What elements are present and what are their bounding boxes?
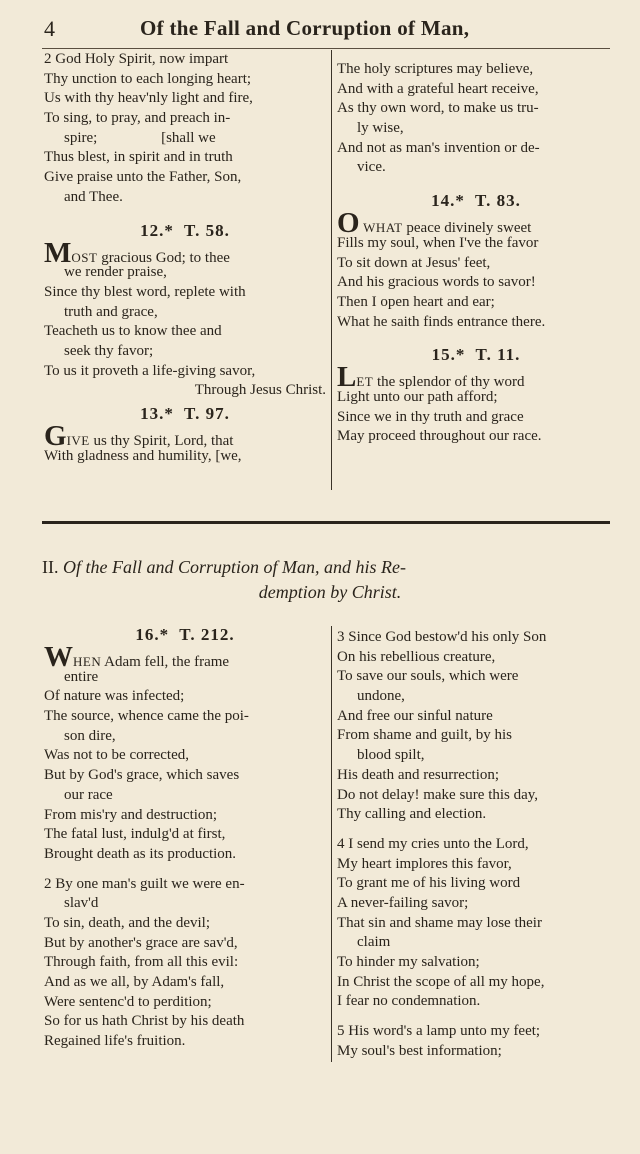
verse-line: And free our sinful nature: [337, 707, 493, 724]
left-bottom-column: [44, 622, 326, 1052]
header-rule: [42, 48, 610, 49]
first-line-text: peace divinely sweet: [402, 220, 532, 237]
verse-line: As thy own word, to make us tru-: [337, 100, 539, 117]
left-top-column: [44, 50, 326, 466]
verse-line: Through Jesus Christ.: [194, 382, 326, 399]
verse-line: vice.: [357, 159, 386, 176]
verse-line: Regained life's fruition.: [44, 1033, 186, 1050]
drop-capital: L: [337, 361, 357, 394]
drop-capital: G: [44, 420, 67, 452]
verse-line: To grant me of his living word: [337, 875, 521, 892]
hymn-first-line: [44, 236, 326, 269]
verse-line: we render praise,: [64, 264, 167, 281]
verse-line: Give praise unto the Father, Son,: [44, 169, 242, 186]
verse-line: truth and grace,: [64, 303, 158, 320]
first-line-text: the splendor of thy word: [373, 374, 525, 391]
verse-line: And as we all, by Adam's fall,: [44, 974, 225, 990]
verse-line: Thy unction to each longing heart;: [44, 70, 252, 87]
running-title: Of the Fall and Corruption of Man,: [140, 16, 470, 40]
verse-line: To sit down at Jesus' feet,: [337, 254, 491, 271]
verse-line: seek thy favor;: [64, 342, 154, 359]
verse-line: claim: [357, 934, 391, 951]
verse-line: and Thee.: [64, 188, 123, 205]
verse-line: May proceed throughout our race.: [337, 428, 542, 445]
verse-line: Do not delay! make sure this day,: [337, 786, 539, 803]
verse-line: entire: [64, 668, 99, 685]
page-number: 4: [44, 16, 55, 41]
verse-line: To sing, to pray, and preach in-: [44, 110, 231, 127]
verse-line: In Christ the scope of all my hope,: [337, 973, 545, 990]
verse-line: Were sentenc'd to perdition;: [44, 993, 212, 1010]
section-title-line: [42, 555, 618, 580]
verse-line: 4 I send my cries unto the Lord,: [337, 835, 529, 852]
verse-line: 2 By one man's guilt we were en-: [44, 875, 245, 892]
hymn-first-line: [44, 420, 326, 452]
verse-line: blood spilt,: [357, 747, 425, 764]
verse-line: But by God's grace, which saves: [44, 767, 240, 784]
verse-line: My heart implores this favor,: [337, 855, 512, 872]
small-caps: WHAT: [359, 220, 403, 236]
section-title-text: Of the Fall and Corruption of Man, and his Re-: [63, 557, 406, 577]
verse-line: spire; [shall we: [64, 129, 216, 146]
hymn-heading: 13.* T. 97.: [140, 404, 230, 423]
verse-line: Since we in thy truth and grace: [337, 408, 524, 425]
verse-line: To sin, death, and the devil;: [44, 914, 210, 931]
verse-line: Us with thy heav'nly light and fire,: [44, 90, 253, 107]
drop-capital: M: [44, 236, 72, 269]
verse-line: ly wise,: [357, 120, 404, 137]
small-caps: OST: [71, 249, 98, 265]
running-head: [40, 14, 620, 44]
verse-line: What he saith finds entrance there.: [337, 313, 546, 330]
small-caps: ET: [356, 374, 374, 390]
verse-line: On his rebellious creature,: [337, 648, 496, 665]
verse-line: Of nature was infected;: [44, 688, 185, 705]
section-number: II.: [42, 557, 59, 577]
verse-line: A never-failing savor;: [337, 894, 469, 911]
verse-line: I fear no condemnation.: [337, 993, 481, 1010]
section-rule: [42, 521, 610, 524]
verse-line: Thus blest, in spirit and in truth: [44, 149, 233, 166]
hymn-first-line: [44, 641, 326, 673]
hymn-heading: 16.* T. 212.: [135, 625, 235, 644]
verse-line: 3 Since God bestow'd his only Son: [337, 629, 547, 645]
hymn-heading: 12.* T. 58.: [140, 220, 230, 240]
verse-line: son dire,: [64, 727, 116, 744]
verse-line: Since thy blest word, replete with: [44, 283, 246, 300]
verse-line: And not as man's invention or de-: [337, 139, 540, 156]
column-divider: [331, 50, 332, 490]
section-title: [42, 555, 618, 605]
verse-line: That sin and shame may lose their: [337, 914, 542, 931]
first-line-text: us thy Spirit, Lord, that: [89, 433, 234, 449]
verse-line: So for us hath Christ by his death: [44, 1013, 245, 1030]
verse-line: To hinder my salvation;: [337, 954, 480, 970]
hymn-heading: 15.* T. 11.: [431, 345, 521, 365]
verse-line: His death and resurrection;: [337, 766, 500, 783]
verse-line: undone,: [357, 688, 405, 705]
first-line-text: Adam fell, the frame: [101, 654, 230, 670]
drop-capital: O: [337, 207, 360, 240]
verse-line: With gladness and humility, [we,: [44, 447, 242, 464]
verse-line: Light unto our path afford;: [337, 388, 498, 405]
drop-capital: W: [44, 641, 73, 673]
right-top-column: [337, 60, 615, 447]
hymn-first-line: [337, 207, 615, 240]
verse-line: Was not to be corrected,: [44, 747, 189, 764]
verse-line: The source, whence came the poi-: [44, 708, 249, 725]
verse-line: To us it proveth a life-giving savor,: [44, 362, 256, 379]
hymn-heading: 14.* T. 83.: [431, 191, 521, 211]
verse-line: From shame and guilt, by his: [337, 727, 512, 744]
verse-line: Thy calling and election.: [337, 806, 487, 823]
verse-line: our race: [64, 786, 113, 803]
verse-line: Brought death as its production.: [44, 845, 237, 862]
verse-line: But by another's grace are sav'd,: [44, 934, 238, 951]
column-divider: [331, 626, 332, 1062]
hymn-first-line: [337, 361, 615, 394]
verse-line: slav'd: [64, 895, 99, 912]
verse-line: And with a grateful heart receive,: [337, 80, 539, 97]
small-caps: HEN: [73, 654, 102, 669]
verse-line: Then I open heart and ear;: [337, 293, 495, 310]
verse-line: And his gracious words to savor!: [337, 274, 536, 291]
small-caps: IVE: [66, 433, 90, 448]
section-title-line: demption by Christ.: [258, 582, 402, 602]
verse-line: Through faith, from all this evil:: [44, 954, 239, 971]
verse-line: 5 His word's a lamp unto my feet;: [337, 1023, 541, 1040]
first-line-text: gracious God; to thee: [97, 249, 230, 266]
verse-line: Teacheth us to know thee and: [44, 323, 222, 340]
verse-line: The holy scriptures may believe,: [337, 61, 534, 77]
verse-line: Fills my soul, when I've the favor: [337, 234, 539, 251]
verse-line: The fatal lust, indulg'd at first,: [44, 826, 226, 843]
right-bottom-column: [337, 628, 617, 1061]
verse-line: From mis'ry and destruction;: [44, 806, 218, 823]
verse-line: My soul's best information;: [337, 1042, 502, 1059]
verse-line: 2 God Holy Spirit, now impart: [44, 51, 229, 67]
verse-line: To save our souls, which were: [337, 668, 519, 685]
